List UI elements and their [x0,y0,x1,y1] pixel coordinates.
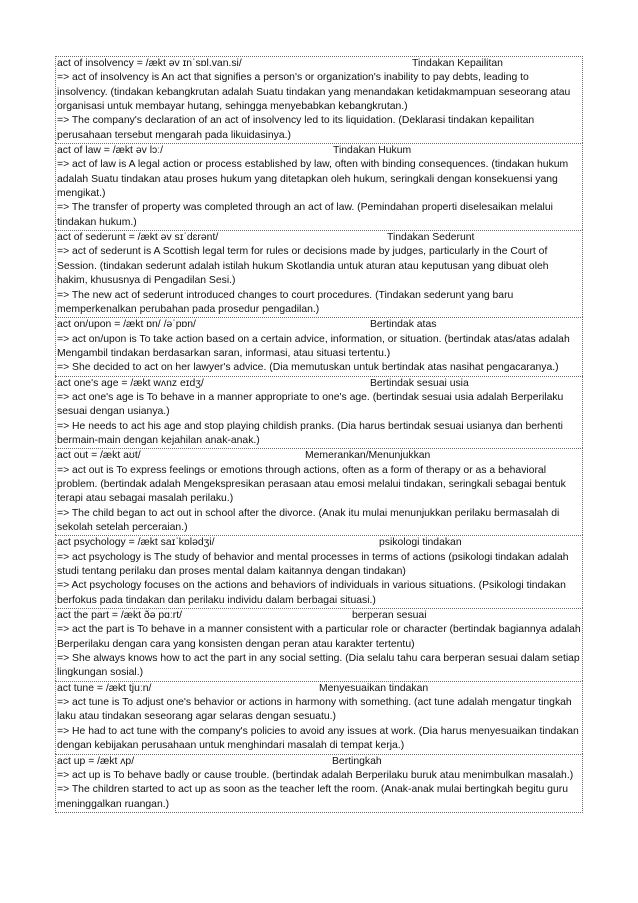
entry-definition: => act up is To behave badly or cause trouble. (bertindak adalah Berperilaku buruk atau menimbulkan masalah.) [57,769,574,781]
glossary-entry [55,230,583,317]
entry-list [55,56,583,813]
entry-header [57,377,582,391]
glossary-entry [55,535,583,608]
glossary-entry [55,608,583,681]
entry-term: act of insolvency = /ækt əv ɪnˈsɒl.van.si/ [57,58,242,69]
entry-definition: => act the part is To behave in a manner consistent with a particular role or character (bertindak bagiannya adalah Berperilaku dengan cara yang konsisten dengan peran atau karakter tertentu) [57,624,581,650]
entry-header [57,57,582,71]
entry-header [57,536,582,550]
entry-definition: => act on/upon is To take action based on a certain advice, information, or situation. (bertindak atas/atas adalah Mengambil tindakan berdasarkan saran, informasi, atau situasi tertentu.) [57,333,570,359]
entry-example: => She always knows how to act the part in any social setting. (Dia selalu tahu cara berperan sesuai dalam setiap lingkungan sosial.) [57,653,580,679]
entry-term: act on/upon = /ækt ɒn/ /əˈpɒn/ [57,319,196,331]
entry-definition: => act psychology is The study of behavior and mental processes in terms of actions (psikologi tindakan adalah studi tentang perilaku dan proses mental dalam kaitannya dengan tindakan) [57,551,569,578]
entry-definition: => act out is To express feelings or emotions through actions, often as a form of therapy or as a behavioral problem. (bertindak adalah Mengekspresikan perasaan atau emosi melalui tindakan, seringkali sebagai bentuk terapi atau sebagai masalah perilaku.) [57,464,566,505]
glossary-entry [55,448,583,535]
entry-header [57,682,582,696]
entry-example: => The child began to act out in school after the divorce. (Anak itu mulai menunjukkan perilaku bermasalah di sekolah setelah perceraian.) [57,507,560,533]
glossary-entry [55,376,583,449]
entry-example: => The children started to act up as soon as the teacher left the room. (Anak-anak mulai bertingkah begitu guru meninggalkan ruangan.) [57,784,568,810]
entry-header [57,231,582,245]
entry-translation: Bertingkah [332,755,382,767]
entry-example: => She decided to act on her lawyer's advice. (Dia memutuskan untuk bertindak atas nasihat pengacaranya.) [57,362,559,374]
entry-header [57,755,582,769]
glossary-entry [55,754,583,813]
entry-definition: => act of insolvency is An act that signifies a person's or organization's inability to pay debts, leading to insolvency. (tindakan kebangkrutan adalah Suatu tindakan yang menandakan ketidakmampuan seseorang atau organisasi untuk membayar hutang, sehingga menyebabkan kebangkrutan.) [57,72,571,113]
entry-translation: Memerankan/Menunjukkan [305,450,431,462]
entry-term: act up = /ækt ʌp/ [57,755,135,767]
entry-example: => Act psychology focuses on the actions and behaviors of individuals in various situations. (Psikologi tindakan berfokus pada tindakan dan perilaku individu dalam berbagai situasi.) [57,580,566,606]
glossary-entry [55,317,583,375]
entry-definition: => act tune is To adjust one's behavior or actions in harmony with something. (act tune adalah mengatur tingkah laku atau tindakan seseorang agar selaras dengan sesuatu.) [57,697,572,723]
entry-example: => The transfer of property was completed through an act of law. (Pemindahan properti diselesaikan melalui tindakan hukum.) [57,202,553,228]
entry-translation: berperan sesuai [352,610,427,622]
entry-translation: Menyesuaikan tindakan [319,682,429,694]
glossary-entry [55,681,583,754]
entry-term: act the part = /ækt ðə pɑːrt/ [57,610,183,622]
entry-translation: Tindakan Hukum [333,145,412,157]
entry-header [57,318,582,332]
entry-term: act out = /ækt aʊt/ [57,450,141,462]
entry-term: act psychology = /ækt saɪˈkɒlədʒi/ [57,537,215,549]
entry-term: act one's age = /ækt wʌnz eɪdʒ/ [57,377,204,389]
entry-translation: Tindakan Kepailitan [412,58,503,69]
entry-example: => The new act of sederunt introduced changes to court procedures. (Tindakan sederunt yang baru memperkenalkan perubahan pada prosedur pengadilan.) [57,289,514,315]
entry-example: => He had to act tune with the company's policies to avoid any issues at work. (Dia harus menyesuaikan tindakan dengan kebijakan perusahaan untuk menghindari masalah di tempat kerja.) [57,725,579,752]
entry-header [57,449,582,463]
glossary-entry [55,143,583,230]
entry-term: act of law = /ækt əv lɔː/ [57,145,163,157]
entry-definition: => act of law is A legal action or process established by law, often with binding consequences. (tindakan hukum adalah Suatu tindakan atau proses hukum yang ditetapkan oleh hukum, seringkali dengan konsekuensi yang mengikat.) [57,159,569,200]
entry-term: act of sederunt = /ækt əv sɪˈdɛrənt/ [57,232,219,244]
glossary-entry [55,56,583,143]
glossary-document [55,56,583,813]
entry-header [57,144,582,158]
entry-example: => He needs to act his age and stop playing childish pranks. (Dia harus bertindak sesuai usianya dan berhenti bermain-main dengan kejahilan anak-anak.) [57,420,563,446]
entry-header [57,609,582,623]
entry-term: act tune = /ækt tjuːn/ [57,682,152,694]
entry-translation: Bertindak sesuai usia [370,377,469,389]
entry-example: => The company's declaration of an act of insolvency led to its liquidation. (Deklarasi tindakan kepailitan perusahaan tersebut mengarah pada likuidasinya.) [57,115,535,141]
entry-translation: Bertindak atas [370,319,437,331]
entry-definition: => act of sederunt is A Scottish legal term for rules or decisions made by judges, particularly in the Court of Session. (tindakan sederunt adalah istilah hukum Skotlandia untuk aturan atau keputusan yang dibuat oleh hakim, khususnya di Pengadilan Sesi.) [57,246,549,287]
entry-translation: psikologi tindakan [379,537,462,549]
entry-definition: => act one's age is To behave in a manner appropriate to one's age. (bertindak sesuai usia adalah Berperilaku sesuai dengan usianya.) [57,391,564,418]
entry-translation: Tindakan Sederunt [387,232,475,244]
